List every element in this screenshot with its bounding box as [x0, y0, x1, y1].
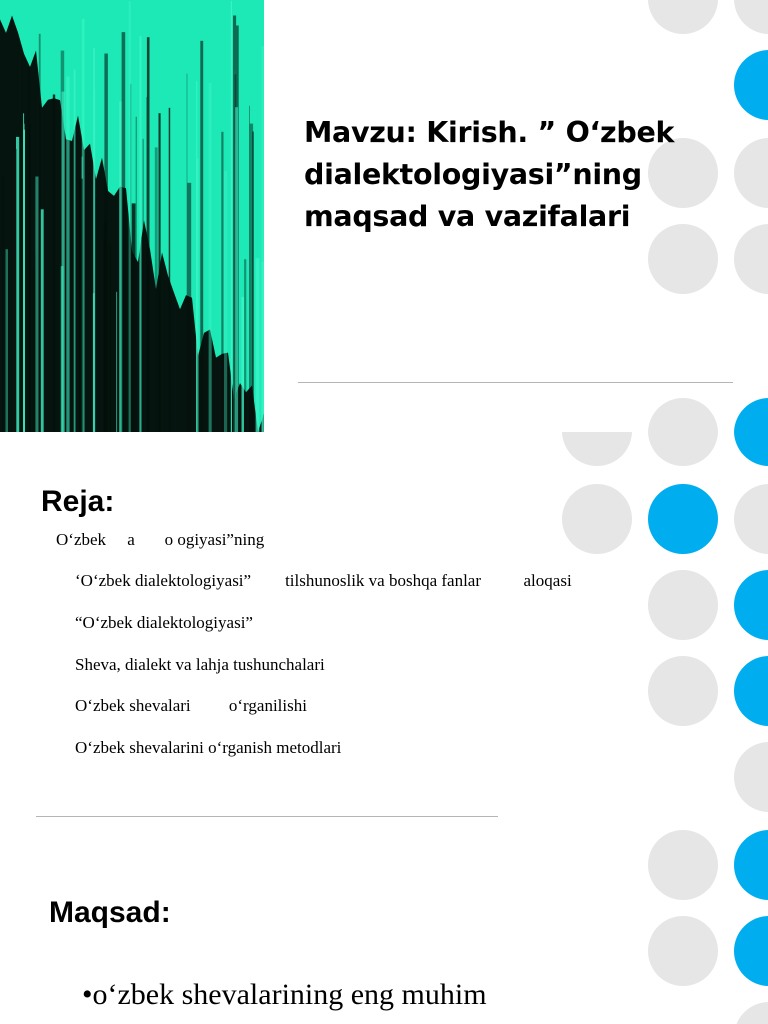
title-divider	[298, 382, 733, 383]
art-streak	[122, 32, 126, 432]
decorative-circle	[734, 1002, 768, 1024]
art-streak	[231, 1, 232, 432]
art-streak	[93, 293, 95, 432]
decorative-circle	[648, 432, 718, 466]
decorative-circle	[648, 570, 718, 640]
art-streak	[244, 259, 246, 432]
decorative-circle	[734, 830, 768, 900]
art-streak	[61, 266, 64, 432]
art-streak	[35, 177, 38, 433]
art-streak	[155, 147, 158, 432]
plan-item: O‘zbek shevalarini o‘rganish metodlari	[75, 738, 342, 757]
plan-item: “O‘zbek dialektologiyasi”	[75, 613, 253, 632]
art-streak	[249, 106, 250, 432]
art-streak	[139, 36, 141, 432]
decorative-circle	[734, 432, 768, 466]
plan-item: O‘zbek a o ogiyasi”ning	[56, 530, 265, 549]
art-streak	[187, 74, 188, 432]
decorative-circle	[734, 50, 768, 120]
art-streak	[136, 117, 137, 432]
art-streak	[28, 67, 30, 432]
decorative-circle	[562, 484, 632, 554]
art-streak	[22, 56, 23, 432]
art-streak	[242, 297, 245, 432]
art-streak	[209, 83, 212, 432]
art-streak	[109, 245, 111, 432]
art-streak	[44, 187, 45, 432]
art-streak	[262, 46, 265, 432]
art-streak	[53, 95, 55, 433]
art-streak	[147, 37, 150, 432]
slide-title	[304, 112, 704, 238]
art-streak	[250, 124, 253, 432]
decorative-circle	[648, 398, 718, 432]
plan-heading: Reja:	[41, 485, 115, 518]
art-streak	[187, 183, 191, 432]
art-streak	[39, 34, 41, 432]
decorative-circle	[648, 916, 718, 986]
art-streak	[116, 292, 117, 432]
art-streak	[196, 158, 198, 432]
art-streak	[66, 77, 69, 432]
decorative-circle	[734, 0, 768, 34]
art-streak	[129, 1, 131, 432]
decorative-circle	[648, 656, 718, 726]
title-line: maqsad va vazifalari	[304, 200, 631, 233]
art-streak	[23, 130, 25, 432]
abstract-art-image	[0, 0, 264, 432]
section-divider	[36, 816, 498, 817]
art-streak	[235, 107, 238, 432]
art-streak	[2, 176, 4, 432]
plan-item: ‘O‘zbek dialektologiyasi” tilshunoslik va boshqa fanlar aloqasi	[75, 571, 572, 590]
title-line: dialektologiyasi”ning	[304, 158, 642, 191]
content-slide	[0, 432, 768, 1024]
decorative-circle	[734, 656, 768, 726]
art-streak	[15, 149, 17, 432]
art-streak	[224, 171, 227, 432]
art-streak	[221, 132, 223, 432]
plan-item: O‘zbek shevalari o‘rganilishi	[75, 696, 307, 715]
decorative-circle	[734, 916, 768, 986]
decorative-circle	[734, 484, 768, 554]
art-streak	[132, 203, 136, 432]
art-streak	[6, 249, 9, 432]
art-streak	[200, 41, 203, 432]
goal-bullet: •o‘zbek shevalarining eng muhim	[82, 978, 487, 1011]
goal-heading: Maqsad:	[49, 896, 171, 929]
decorative-circle	[562, 432, 632, 466]
art-streak	[79, 179, 83, 432]
art-streak	[143, 139, 144, 432]
art-streak	[74, 70, 76, 433]
decorative-circle	[734, 570, 768, 640]
decorative-circle	[648, 484, 718, 554]
art-streak	[169, 108, 171, 432]
decorative-circle	[734, 224, 768, 294]
decorative-circle	[734, 398, 768, 432]
art-streak	[41, 209, 44, 432]
decorative-circle	[734, 742, 768, 812]
title-line: Mavzu: Kirish. ” O‘zbek	[304, 116, 675, 149]
decorative-circle	[734, 138, 768, 208]
art-streak	[256, 258, 260, 432]
title-slide	[0, 0, 768, 432]
plan-item: Sheva, dialekt va lahja tushunchalari	[75, 655, 325, 674]
art-streak	[159, 113, 161, 432]
decorative-circle	[648, 830, 718, 900]
art-streak	[104, 54, 108, 433]
decorative-circle	[648, 0, 718, 34]
